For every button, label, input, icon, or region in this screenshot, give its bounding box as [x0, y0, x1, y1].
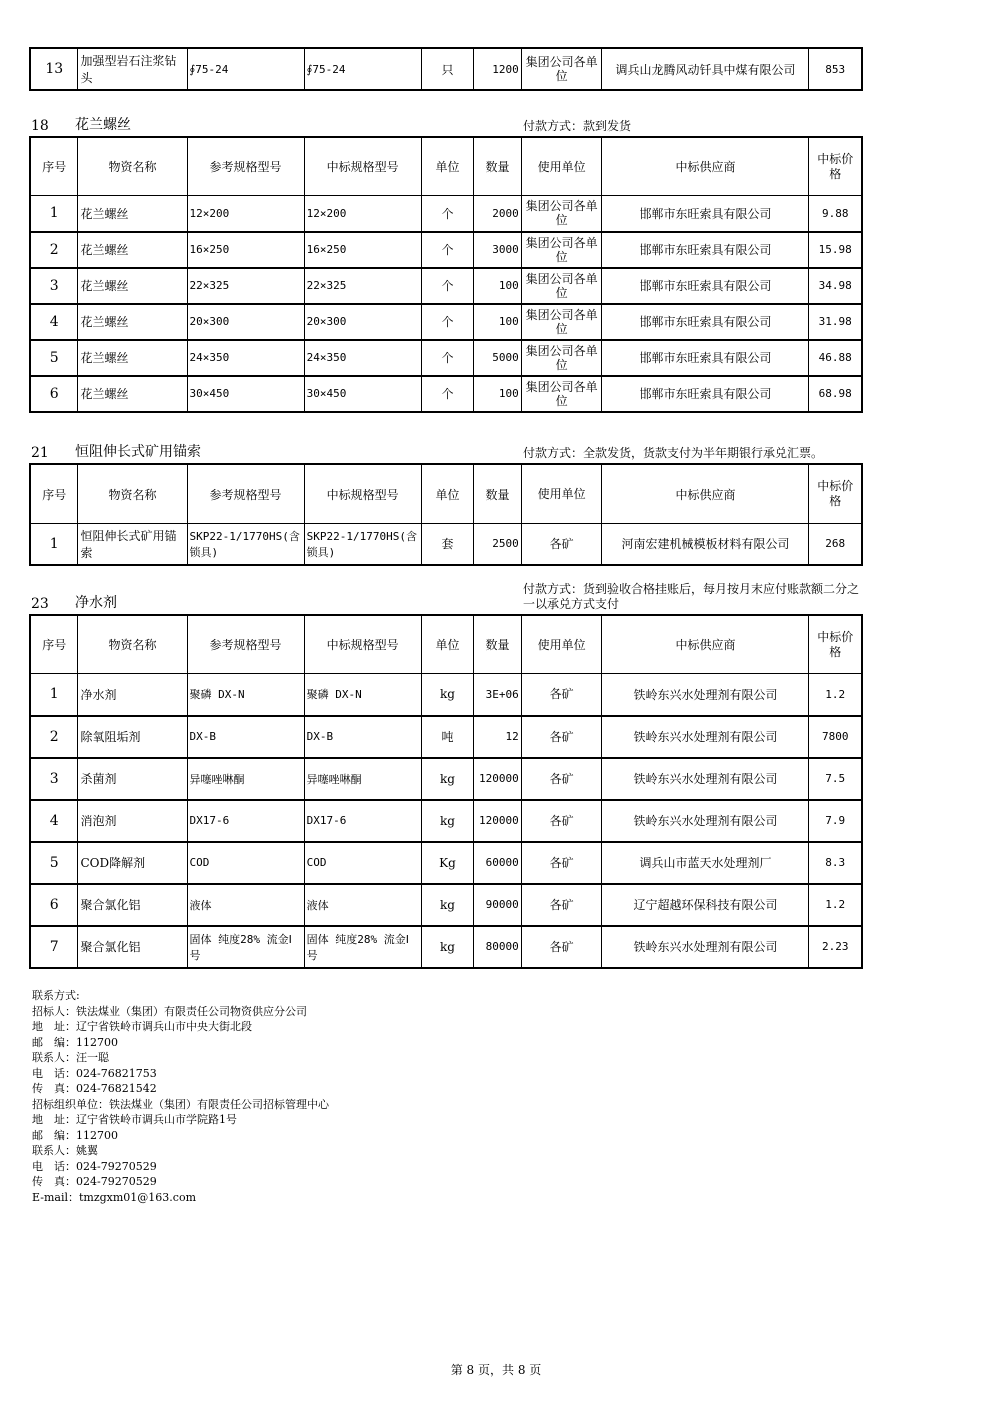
col-name: 物资名称	[78, 615, 187, 674]
table-header-row	[30, 615, 862, 674]
cell-ref-spec: 液体	[187, 884, 304, 926]
cell-qty: 3000	[474, 232, 521, 268]
cell-supplier: 铁岭东兴水处理剂有限公司	[602, 674, 809, 716]
table-row	[30, 268, 862, 304]
section-number: 23	[31, 596, 49, 612]
col-name: 物资名称	[78, 464, 187, 524]
cell-seq: 3	[30, 758, 78, 800]
cell-ref-spec: 12×200	[187, 196, 304, 232]
cell-ref-spec: 异噻唑啉酮	[187, 758, 304, 800]
cell-supplier: 调兵山市蓝天水处理剂厂	[602, 842, 809, 884]
col-ref-spec: 参考规格型号	[187, 137, 304, 196]
section-18	[29, 116, 863, 413]
cell-name: 聚合氯化铝	[78, 926, 187, 968]
cell-price: 1.2	[809, 884, 862, 926]
col-seq: 序号	[30, 137, 78, 196]
table-row	[30, 340, 862, 376]
contact-line: 电 话：024-76821753	[32, 1066, 157, 1080]
col-price: 中标价格	[809, 137, 862, 196]
cell-bid-spec: 12×200	[304, 196, 421, 232]
contact-line: 地 址：辽宁省铁岭市调兵山市学院路1号	[32, 1113, 237, 1126]
cell-qty: 120000	[474, 800, 521, 842]
cell-ref-spec: DX-B	[187, 716, 304, 758]
cell-name: COD降解剂	[78, 842, 187, 884]
cell-name: 消泡剂	[78, 800, 187, 842]
cell-supplier: 邯郸市东旺索具有限公司	[602, 304, 809, 340]
cell-name: 加强型岩石注浆钻头	[78, 48, 187, 90]
section-title: 花兰螺丝	[75, 117, 131, 133]
contact-line: 邮 编：112700	[32, 1128, 118, 1142]
cell-bid-spec: 20×300	[304, 304, 421, 340]
cell-user: 集团公司各单位	[521, 376, 602, 412]
col-qty: 数量	[474, 615, 521, 674]
cell-seq: 6	[30, 884, 78, 926]
cell-price: 7.9	[809, 800, 862, 842]
section-number: 18	[31, 118, 49, 134]
cell-bid-spec: DX-B	[304, 716, 421, 758]
contact-line: 地 址：辽宁省铁岭市调兵山市中央大街北段	[32, 1020, 252, 1033]
table-header-row	[30, 464, 862, 524]
contact-line: 联系人：姚翼	[32, 1144, 98, 1157]
col-bid-spec: 中标规格型号	[304, 137, 421, 196]
cell-qty: 100	[474, 268, 521, 304]
col-qty: 数量	[474, 137, 521, 196]
cell-user: 集团公司各单位	[521, 304, 602, 340]
cell-price: 8.3	[809, 842, 862, 884]
col-unit: 单位	[421, 137, 474, 196]
cell-ref-spec: 16×250	[187, 232, 304, 268]
cell-unit: 个	[421, 232, 474, 268]
cell-ref-spec: COD	[187, 842, 304, 884]
col-user: 使用单位	[521, 464, 602, 524]
cell-seq: 1	[30, 524, 78, 565]
contact-info	[32, 988, 329, 1205]
col-seq: 序号	[30, 615, 78, 674]
cell-unit: 吨	[421, 716, 474, 758]
cell-unit: 个	[421, 196, 474, 232]
table-row	[30, 304, 862, 340]
cell-qty: 2500	[474, 524, 521, 565]
col-supplier: 中标供应商	[602, 464, 809, 524]
cell-unit: 个	[421, 376, 474, 412]
cell-unit: 只	[421, 48, 474, 90]
cell-supplier: 铁岭东兴水处理剂有限公司	[602, 758, 809, 800]
col-ref-spec: 参考规格型号	[187, 615, 304, 674]
cell-name: 除氧阻垢剂	[78, 716, 187, 758]
section-header	[29, 116, 863, 136]
table-body	[30, 196, 862, 412]
col-bid-spec: 中标规格型号	[304, 464, 421, 524]
col-user: 使用单位	[521, 137, 602, 196]
cell-price: 268	[809, 524, 862, 565]
contact-line: 邮 编：112700	[32, 1035, 118, 1049]
contact-line: 联系方式:	[32, 989, 80, 1002]
cell-bid-spec: SKP22-1/1770HS(含锁具)	[304, 524, 421, 565]
page-footer: 第 8 页，共 8 页	[450, 1363, 542, 1377]
cell-user: 各矿	[521, 758, 602, 800]
cell-ref-spec: ∮75-24	[187, 48, 304, 90]
table-row	[30, 674, 862, 716]
cell-ref-spec: 20×300	[187, 304, 304, 340]
col-seq: 序号	[30, 464, 78, 524]
cell-seq: 1	[30, 196, 78, 232]
table-body	[30, 674, 862, 968]
cell-supplier: 邯郸市东旺索具有限公司	[602, 376, 809, 412]
cell-supplier: 河南宏建机械模板材料有限公司	[602, 524, 809, 565]
table-row	[30, 926, 862, 968]
contact-line: 招标人：铁法煤业（集团）有限责任公司物资供应分公司	[32, 1004, 307, 1018]
table-row	[30, 884, 862, 926]
cell-supplier: 铁岭东兴水处理剂有限公司	[602, 800, 809, 842]
col-bid-spec: 中标规格型号	[304, 615, 421, 674]
cell-bid-spec: 聚磷 DX-N	[304, 674, 421, 716]
cell-price: 853	[809, 48, 862, 90]
cell-user: 各矿	[521, 800, 602, 842]
cell-user: 各矿	[521, 926, 602, 968]
cell-bid-spec: 22×325	[304, 268, 421, 304]
table-row	[30, 842, 862, 884]
cell-name: 花兰螺丝	[78, 232, 187, 268]
cell-price: 15.98	[809, 232, 862, 268]
cell-supplier: 邯郸市东旺索具有限公司	[602, 232, 809, 268]
cell-name: 花兰螺丝	[78, 268, 187, 304]
procurement-table	[29, 463, 863, 566]
cell-qty: 60000	[474, 842, 521, 884]
cell-price: 7.5	[809, 758, 862, 800]
cell-name: 花兰螺丝	[78, 340, 187, 376]
cell-user: 各矿	[521, 716, 602, 758]
cell-seq: 5	[30, 340, 78, 376]
cell-unit: kg	[421, 758, 474, 800]
cell-name: 杀菌剂	[78, 758, 187, 800]
cell-bid-spec: DX17-6	[304, 800, 421, 842]
table-row	[30, 524, 862, 565]
cell-qty: 12	[474, 716, 521, 758]
cell-price: 2.23	[809, 926, 862, 968]
payment-terms: 付款方式：全款发货，货款支付为半年期银行承兑汇票。	[523, 446, 824, 460]
cell-qty: 80000	[474, 926, 521, 968]
cell-user: 各矿	[521, 674, 602, 716]
cell-unit: kg	[421, 674, 474, 716]
cell-ref-spec: DX17-6	[187, 800, 304, 842]
cell-seq: 2	[30, 232, 78, 268]
payment-terms: 付款方式：货到验收合格挂账后，每月按月末应付账款额二分之一以承兑方式支付	[523, 582, 860, 611]
cell-qty: 1200	[474, 48, 521, 90]
cell-user: 集团公司各单位	[521, 340, 602, 376]
col-unit: 单位	[421, 464, 474, 524]
continuation-table	[29, 47, 863, 91]
cell-supplier: 邯郸市东旺索具有限公司	[602, 196, 809, 232]
cell-unit: kg	[421, 800, 474, 842]
cell-name: 花兰螺丝	[78, 304, 187, 340]
contact-line: 传 真：024-76821542	[32, 1082, 157, 1095]
cell-supplier: 铁岭东兴水处理剂有限公司	[602, 926, 809, 968]
cell-price: 31.98	[809, 304, 862, 340]
cell-unit: kg	[421, 884, 474, 926]
table-header-row	[30, 137, 862, 196]
section-title: 恒阻伸长式矿用锚索	[75, 444, 201, 460]
cell-qty: 100	[474, 376, 521, 412]
contact-line: E-mail：tmzgxm01@163.com	[32, 1190, 197, 1204]
cell-user: 各矿	[521, 524, 602, 565]
col-ref-spec: 参考规格型号	[187, 464, 304, 524]
table-row	[30, 800, 862, 842]
col-price: 中标价格	[809, 615, 862, 674]
cell-qty: 5000	[474, 340, 521, 376]
contact-line: 电 话：024-79270529	[32, 1159, 157, 1173]
table-row	[30, 716, 862, 758]
cell-supplier: 邯郸市东旺索具有限公司	[602, 268, 809, 304]
cell-qty: 120000	[474, 758, 521, 800]
cell-name: 花兰螺丝	[78, 376, 187, 412]
section-21	[29, 443, 863, 566]
cell-bid-spec: 16×250	[304, 232, 421, 268]
table-row	[30, 232, 862, 268]
col-supplier: 中标供应商	[602, 615, 809, 674]
cell-unit: 套	[421, 524, 474, 565]
cell-name: 聚合氯化铝	[78, 884, 187, 926]
cell-ref-spec: 固体 纯度28% 流金Ⅰ号	[187, 926, 304, 968]
table-row	[30, 376, 862, 412]
cell-seq: 6	[30, 376, 78, 412]
cell-bid-spec: 异噻唑啉酮	[304, 758, 421, 800]
cell-qty: 3E+06	[474, 674, 521, 716]
cell-unit: 个	[421, 340, 474, 376]
cell-unit: kg	[421, 926, 474, 968]
table-row	[30, 48, 862, 90]
col-supplier: 中标供应商	[602, 137, 809, 196]
section-header	[29, 443, 863, 463]
col-price: 中标价格	[809, 464, 862, 524]
cell-user: 集团公司各单位	[521, 196, 602, 232]
section-number: 21	[31, 445, 49, 461]
cell-seq: 4	[30, 800, 78, 842]
cell-seq: 4	[30, 304, 78, 340]
cell-ref-spec: SKP22-1/1770HS(含锁具)	[187, 524, 304, 565]
cell-name: 花兰螺丝	[78, 196, 187, 232]
cell-bid-spec: 24×350	[304, 340, 421, 376]
procurement-table	[29, 614, 863, 969]
contact-line: 传 真：024-79270529	[32, 1175, 157, 1188]
cell-user: 各矿	[521, 884, 602, 926]
cell-unit: 个	[421, 304, 474, 340]
col-user: 使用单位	[521, 615, 602, 674]
cell-ref-spec: 聚磷 DX-N	[187, 674, 304, 716]
col-name: 物资名称	[78, 137, 187, 196]
payment-terms: 付款方式：款到发货	[523, 119, 632, 133]
cell-supplier: 辽宁超越环保科技有限公司	[602, 884, 809, 926]
cell-user: 集团公司各单位	[521, 48, 602, 90]
cell-supplier: 调兵山龙腾风动钎具中煤有限公司	[602, 48, 809, 90]
cell-bid-spec: 液体	[304, 884, 421, 926]
cell-seq: 13	[30, 48, 78, 90]
table-body	[30, 524, 862, 565]
section-23	[29, 582, 863, 969]
cell-price: 1.2	[809, 674, 862, 716]
cell-bid-spec: COD	[304, 842, 421, 884]
cell-price: 68.98	[809, 376, 862, 412]
procurement-table	[29, 136, 863, 413]
section-title: 净水剂	[75, 595, 117, 611]
cell-user: 各矿	[521, 842, 602, 884]
cell-name: 恒阻伸长式矿用锚索	[78, 524, 187, 565]
contact-line: 联系人：汪一聪	[32, 1051, 109, 1064]
cell-price: 46.88	[809, 340, 862, 376]
contact-line: 招标组织单位：铁法煤业（集团）有限责任公司招标管理中心	[32, 1097, 329, 1111]
cell-price: 34.98	[809, 268, 862, 304]
cell-ref-spec: 30×450	[187, 376, 304, 412]
section-header	[29, 582, 863, 614]
cell-unit: Kg	[421, 842, 474, 884]
cell-name: 净水剂	[78, 674, 187, 716]
cell-qty: 90000	[474, 884, 521, 926]
cell-unit: 个	[421, 268, 474, 304]
col-qty: 数量	[474, 464, 521, 524]
table-row	[30, 196, 862, 232]
col-unit: 单位	[421, 615, 474, 674]
cell-price: 7800	[809, 716, 862, 758]
cell-user: 集团公司各单位	[521, 268, 602, 304]
table-row	[30, 758, 862, 800]
cell-seq: 1	[30, 674, 78, 716]
cell-qty: 100	[474, 304, 521, 340]
cell-supplier: 邯郸市东旺索具有限公司	[602, 340, 809, 376]
cell-user: 集团公司各单位	[521, 232, 602, 268]
cell-seq: 2	[30, 716, 78, 758]
cell-price: 9.88	[809, 196, 862, 232]
cell-supplier: 铁岭东兴水处理剂有限公司	[602, 716, 809, 758]
cell-seq: 7	[30, 926, 78, 968]
cell-qty: 2000	[474, 196, 521, 232]
cell-bid-spec: 30×450	[304, 376, 421, 412]
cell-seq: 5	[30, 842, 78, 884]
cell-ref-spec: 24×350	[187, 340, 304, 376]
cell-seq: 3	[30, 268, 78, 304]
cell-bid-spec: ∮75-24	[304, 48, 421, 90]
cell-bid-spec: 固体 纯度28% 流金Ⅰ号	[304, 926, 421, 968]
cell-ref-spec: 22×325	[187, 268, 304, 304]
